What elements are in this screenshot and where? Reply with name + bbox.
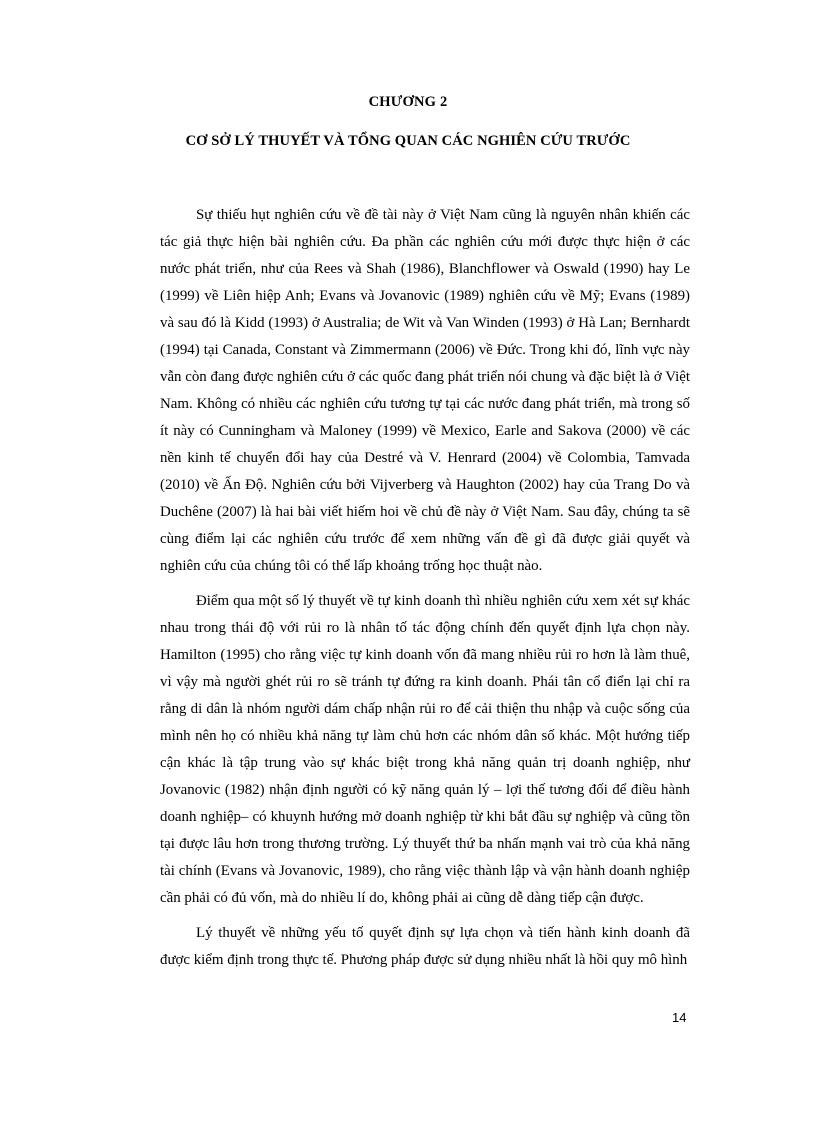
paragraph-2: Điểm qua một số lý thuyết về tự kinh doanh thì nhiều nghiên cứu xem xét sự khác nhau trong thái độ với rủi ro là nhân tố tác động chính đến quyết định lựa chọn này. Hamilton (1995) cho rằng việc tự kinh doanh vốn đã mang nhiều rủi ro hơn là làm thuê, vì vậy mà người ghét rủi ro sẽ tránh tự đứng ra kinh doanh. Phái tân cổ điển lại chỉ ra rằng di dân là nhóm người dám chấp nhận rủi ro để cải thiện thu nhập và cuộc sống của mình nên họ có nhiều khả năng tự làm chủ hơn các nhóm dân số khác. Một hướng tiếp cận khác là tập trung vào sự khác biệt trong khả năng quản trị doanh nghiệp, như Jovanovic (1982) nhận định người có kỹ năng quản lý – lợi thế tương đối để điều hành doanh nghiệp– có khuynh hướng mở doanh nghiệp từ khi bắt đầu sự nghiệp và cũng tồn tại được lâu hơn trong thương trường. Lý thuyết thứ ba nhấn mạnh vai trò của khả năng tài chính (Evans và Jovanovic, 1989), cho rằng việc thành lập và vận hành doanh nghiệp cần phải có đủ vốn, mà do nhiều lí do, không phải ai cũng dễ dàng tiếp cận được. <box>160 593 690 906</box>
paragraph-3: Lý thuyết về những yếu tố quyết định sự lựa chọn và tiến hành kinh doanh đã được kiểm định trong thực tế. Phương pháp được sử dụng nhiều nhất là hồi quy mô hình <box>160 925 690 968</box>
chapter-number: CHƯƠNG 2 <box>368 94 448 110</box>
paragraph-1: Sự thiếu hụt nghiên cứu về đề tài này ở Việt Nam cũng là nguyên nhân khiến các tác giả thực hiện bài nghiên cứu. Đa phần các nghiên cứu mới được thực hiện ở các nước phát triển, như của Rees và Shah (1986), Blanchflower và Oswald (1990) hay Le (1999) về Liên hiệp Anh; Evans và Jovanovic (1989) nghiên cứu về Mỹ; Evans (1989) và sau đó là Kidd (1993) ở Australia; de Wit và Van Winden (1993) ở Hà Lan; Bernhardt (1994) tại Canada, Constant và Zimmermann (2006) về Đức. Trong khi đó, lĩnh vực này vẫn còn đang được nghiên cứu ở các quốc đang phát triển nói chung và đặc biệt là ở Việt Nam. Không có nhiều các nghiên cứu tương tự tại các nước đang phát triển, mà trong số ít này có Cunningham và Maloney (1999) về Mexico, Earle and Sakova (2000) về các nền kinh tế chuyển đổi hay của Destré và V. Henrard (2004) về Colombia, Tamvada (2010) về Ấn Độ. Nghiên cứu bởi Vijverberg và Haughton (2002) hay của Trang Do và Duchêne (2007) là hai bài viết hiếm hoi về chủ đề này ở Việt Nam. Sau đây, chúng ta sẽ cùng điểm lại các nghiên cứu trước để xem những vấn đề gì đã được giải quyết và nghiên cứu của chúng tôi có thể lấp khoảng trống học thuật nào. <box>160 207 690 574</box>
body-text <box>160 202 690 982</box>
chapter-title: CƠ SỞ LÝ THUYẾT VÀ TỔNG QUAN CÁC NGHIÊN CỨU TRƯỚC <box>185 133 631 149</box>
page-number: 14 <box>672 1010 687 1025</box>
